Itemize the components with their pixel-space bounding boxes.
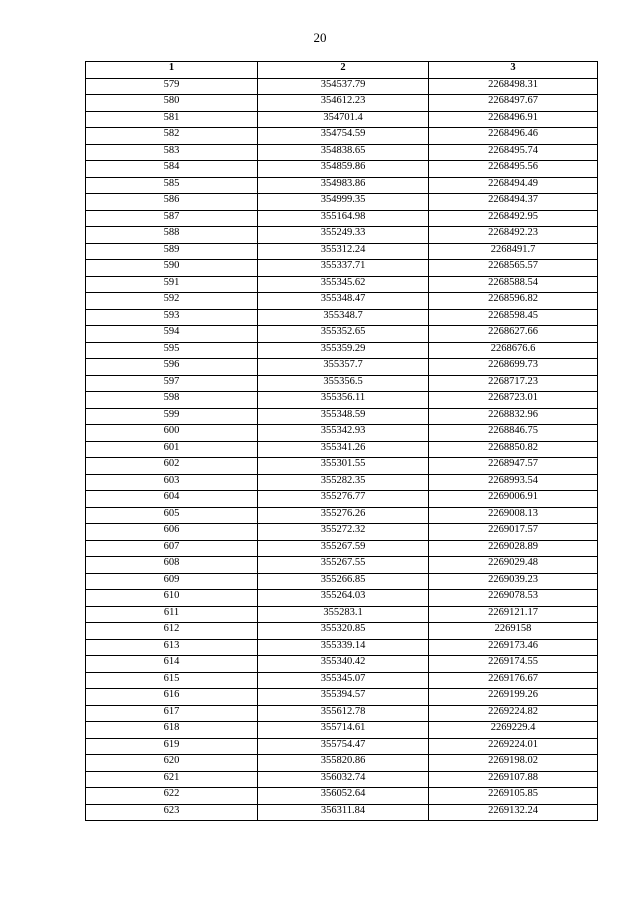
- table-body: [86, 78, 598, 821]
- table-row: [86, 326, 598, 343]
- cell-point-number: 614: [86, 656, 258, 673]
- cell-x-coordinate: 354701.4: [258, 111, 429, 128]
- cell-point-number: 596: [86, 359, 258, 376]
- table-row: [86, 95, 598, 112]
- cell-point-number: 613: [86, 639, 258, 656]
- cell-y-coordinate: 2269198.02: [429, 755, 598, 772]
- cell-y-coordinate: 2268676.6: [429, 342, 598, 359]
- cell-x-coordinate: 355754.47: [258, 738, 429, 755]
- cell-x-coordinate: 355348.59: [258, 408, 429, 425]
- table-row: [86, 243, 598, 260]
- cell-x-coordinate: 354999.35: [258, 194, 429, 211]
- cell-y-coordinate: 2268495.56: [429, 161, 598, 178]
- cell-y-coordinate: 2269224.82: [429, 705, 598, 722]
- cell-x-coordinate: 356311.84: [258, 804, 429, 821]
- table-row: [86, 78, 598, 95]
- cell-point-number: 610: [86, 590, 258, 607]
- cell-y-coordinate: 2269006.91: [429, 491, 598, 508]
- table-row: [86, 672, 598, 689]
- cell-x-coordinate: 355348.7: [258, 309, 429, 326]
- cell-point-number: 619: [86, 738, 258, 755]
- cell-y-coordinate: 2269174.55: [429, 656, 598, 673]
- cell-point-number: 609: [86, 573, 258, 590]
- table-row: [86, 128, 598, 145]
- cell-y-coordinate: 2268494.37: [429, 194, 598, 211]
- cell-y-coordinate: 2268491.7: [429, 243, 598, 260]
- cell-point-number: 605: [86, 507, 258, 524]
- cell-x-coordinate: 354859.86: [258, 161, 429, 178]
- table-row: [86, 359, 598, 376]
- cell-y-coordinate: 2268588.54: [429, 276, 598, 293]
- cell-y-coordinate: 2268497.67: [429, 95, 598, 112]
- cell-point-number: 603: [86, 474, 258, 491]
- cell-x-coordinate: 355612.78: [258, 705, 429, 722]
- cell-x-coordinate: 355267.55: [258, 557, 429, 574]
- table-row: [86, 210, 598, 227]
- cell-x-coordinate: 355359.29: [258, 342, 429, 359]
- cell-y-coordinate: 2269132.24: [429, 804, 598, 821]
- table-row: [86, 342, 598, 359]
- cell-y-coordinate: 2268627.66: [429, 326, 598, 343]
- table-row: [86, 474, 598, 491]
- cell-point-number: 597: [86, 375, 258, 392]
- cell-point-number: 586: [86, 194, 258, 211]
- table-row: [86, 491, 598, 508]
- cell-x-coordinate: 355394.57: [258, 689, 429, 706]
- column-header-x: 2: [258, 62, 429, 79]
- cell-point-number: 612: [86, 623, 258, 640]
- cell-y-coordinate: 2268846.75: [429, 425, 598, 442]
- cell-point-number: 581: [86, 111, 258, 128]
- cell-y-coordinate: 2269199.26: [429, 689, 598, 706]
- cell-point-number: 601: [86, 441, 258, 458]
- table-row: [86, 656, 598, 673]
- cell-point-number: 594: [86, 326, 258, 343]
- table-row: [86, 755, 598, 772]
- cell-x-coordinate: 355820.86: [258, 755, 429, 772]
- cell-y-coordinate: 2269121.17: [429, 606, 598, 623]
- cell-point-number: 584: [86, 161, 258, 178]
- cell-x-coordinate: 355340.42: [258, 656, 429, 673]
- cell-y-coordinate: 2269105.85: [429, 788, 598, 805]
- cell-x-coordinate: 355342.93: [258, 425, 429, 442]
- table-row: [86, 606, 598, 623]
- cell-y-coordinate: 2268699.73: [429, 359, 598, 376]
- cell-y-coordinate: 2268565.57: [429, 260, 598, 277]
- table-row: [86, 144, 598, 161]
- table-row: [86, 507, 598, 524]
- cell-point-number: 598: [86, 392, 258, 409]
- cell-x-coordinate: 355276.26: [258, 507, 429, 524]
- cell-y-coordinate: 2268717.23: [429, 375, 598, 392]
- cell-y-coordinate: 2268496.91: [429, 111, 598, 128]
- table-row: [86, 705, 598, 722]
- cell-point-number: 595: [86, 342, 258, 359]
- cell-x-coordinate: 355301.55: [258, 458, 429, 475]
- cell-x-coordinate: 355267.59: [258, 540, 429, 557]
- cell-x-coordinate: 355312.24: [258, 243, 429, 260]
- cell-y-coordinate: 2269173.46: [429, 639, 598, 656]
- cell-point-number: 587: [86, 210, 258, 227]
- cell-point-number: 590: [86, 260, 258, 277]
- table-row: [86, 590, 598, 607]
- cell-x-coordinate: 355164.98: [258, 210, 429, 227]
- cell-y-coordinate: 2269078.53: [429, 590, 598, 607]
- cell-point-number: 582: [86, 128, 258, 145]
- cell-point-number: 600: [86, 425, 258, 442]
- table-row: [86, 260, 598, 277]
- cell-y-coordinate: 2268498.31: [429, 78, 598, 95]
- table-row: [86, 408, 598, 425]
- table-row: [86, 804, 598, 821]
- table-row: [86, 111, 598, 128]
- table-row: [86, 227, 598, 244]
- table-row: [86, 639, 598, 656]
- page-number: 20: [313, 30, 327, 45]
- table-row: [86, 392, 598, 409]
- table-row: [86, 309, 598, 326]
- cell-x-coordinate: 355357.7: [258, 359, 429, 376]
- coordinates-table: [85, 61, 598, 821]
- cell-point-number: 604: [86, 491, 258, 508]
- cell-point-number: 621: [86, 771, 258, 788]
- cell-x-coordinate: 355345.62: [258, 276, 429, 293]
- table-row: [86, 524, 598, 541]
- cell-point-number: 602: [86, 458, 258, 475]
- cell-y-coordinate: 2269029.48: [429, 557, 598, 574]
- cell-x-coordinate: 355249.33: [258, 227, 429, 244]
- cell-y-coordinate: 2268596.82: [429, 293, 598, 310]
- table-row: [86, 177, 598, 194]
- cell-y-coordinate: 2268492.23: [429, 227, 598, 244]
- cell-x-coordinate: 355337.71: [258, 260, 429, 277]
- column-header-point: 1: [86, 62, 258, 79]
- cell-point-number: 591: [86, 276, 258, 293]
- cell-x-coordinate: 356032.74: [258, 771, 429, 788]
- table-row: [86, 375, 598, 392]
- cell-y-coordinate: 2269008.13: [429, 507, 598, 524]
- cell-point-number: 599: [86, 408, 258, 425]
- table-row: [86, 276, 598, 293]
- cell-x-coordinate: 355341.26: [258, 441, 429, 458]
- cell-x-coordinate: 354754.59: [258, 128, 429, 145]
- table-row: [86, 771, 598, 788]
- cell-point-number: 622: [86, 788, 258, 805]
- cell-point-number: 592: [86, 293, 258, 310]
- table-header-row: [86, 62, 598, 79]
- cell-y-coordinate: 2268495.74: [429, 144, 598, 161]
- cell-point-number: 588: [86, 227, 258, 244]
- table-row: [86, 540, 598, 557]
- cell-y-coordinate: 2269158: [429, 623, 598, 640]
- cell-point-number: 608: [86, 557, 258, 574]
- table-row: [86, 194, 598, 211]
- table-row: [86, 722, 598, 739]
- cell-x-coordinate: 355320.85: [258, 623, 429, 640]
- cell-y-coordinate: 2269039.23: [429, 573, 598, 590]
- cell-point-number: 589: [86, 243, 258, 260]
- cell-x-coordinate: 356052.64: [258, 788, 429, 805]
- cell-y-coordinate: 2268494.49: [429, 177, 598, 194]
- cell-x-coordinate: 354537.79: [258, 78, 429, 95]
- column-header-y: 3: [429, 62, 598, 79]
- cell-y-coordinate: 2268850.82: [429, 441, 598, 458]
- cell-x-coordinate: 355352.65: [258, 326, 429, 343]
- cell-point-number: 611: [86, 606, 258, 623]
- table-row: [86, 738, 598, 755]
- table-row: [86, 623, 598, 640]
- cell-point-number: 593: [86, 309, 258, 326]
- cell-y-coordinate: 2268598.45: [429, 309, 598, 326]
- cell-point-number: 607: [86, 540, 258, 557]
- table-row: [86, 425, 598, 442]
- table-row: [86, 788, 598, 805]
- cell-y-coordinate: 2268496.46: [429, 128, 598, 145]
- cell-point-number: 583: [86, 144, 258, 161]
- cell-x-coordinate: 355339.14: [258, 639, 429, 656]
- table-row: [86, 458, 598, 475]
- cell-point-number: 615: [86, 672, 258, 689]
- cell-y-coordinate: 2269028.89: [429, 540, 598, 557]
- cell-point-number: 618: [86, 722, 258, 739]
- cell-x-coordinate: 355345.07: [258, 672, 429, 689]
- cell-x-coordinate: 355282.35: [258, 474, 429, 491]
- cell-point-number: 617: [86, 705, 258, 722]
- cell-x-coordinate: 355272.32: [258, 524, 429, 541]
- cell-x-coordinate: 354612.23: [258, 95, 429, 112]
- cell-point-number: 585: [86, 177, 258, 194]
- cell-x-coordinate: 355356.11: [258, 392, 429, 409]
- cell-y-coordinate: 2268723.01: [429, 392, 598, 409]
- cell-x-coordinate: 355266.85: [258, 573, 429, 590]
- cell-y-coordinate: 2269224.01: [429, 738, 598, 755]
- cell-y-coordinate: 2269229.4: [429, 722, 598, 739]
- cell-x-coordinate: 355356.5: [258, 375, 429, 392]
- cell-y-coordinate: 2269017.57: [429, 524, 598, 541]
- cell-point-number: 616: [86, 689, 258, 706]
- table-row: [86, 293, 598, 310]
- cell-y-coordinate: 2268492.95: [429, 210, 598, 227]
- cell-y-coordinate: 2268947.57: [429, 458, 598, 475]
- table-row: [86, 689, 598, 706]
- table-row: [86, 557, 598, 574]
- cell-x-coordinate: 355348.47: [258, 293, 429, 310]
- cell-x-coordinate: 355283.1: [258, 606, 429, 623]
- cell-point-number: 623: [86, 804, 258, 821]
- table-row: [86, 441, 598, 458]
- cell-y-coordinate: 2269107.88: [429, 771, 598, 788]
- cell-point-number: 620: [86, 755, 258, 772]
- table-row: [86, 161, 598, 178]
- cell-x-coordinate: 355264.03: [258, 590, 429, 607]
- cell-point-number: 579: [86, 78, 258, 95]
- cell-x-coordinate: 354838.65: [258, 144, 429, 161]
- cell-y-coordinate: 2269176.67: [429, 672, 598, 689]
- cell-point-number: 606: [86, 524, 258, 541]
- cell-x-coordinate: 354983.86: [258, 177, 429, 194]
- cell-x-coordinate: 355714.61: [258, 722, 429, 739]
- cell-y-coordinate: 2268832.96: [429, 408, 598, 425]
- cell-y-coordinate: 2268993.54: [429, 474, 598, 491]
- table-row: [86, 573, 598, 590]
- cell-x-coordinate: 355276.77: [258, 491, 429, 508]
- cell-point-number: 580: [86, 95, 258, 112]
